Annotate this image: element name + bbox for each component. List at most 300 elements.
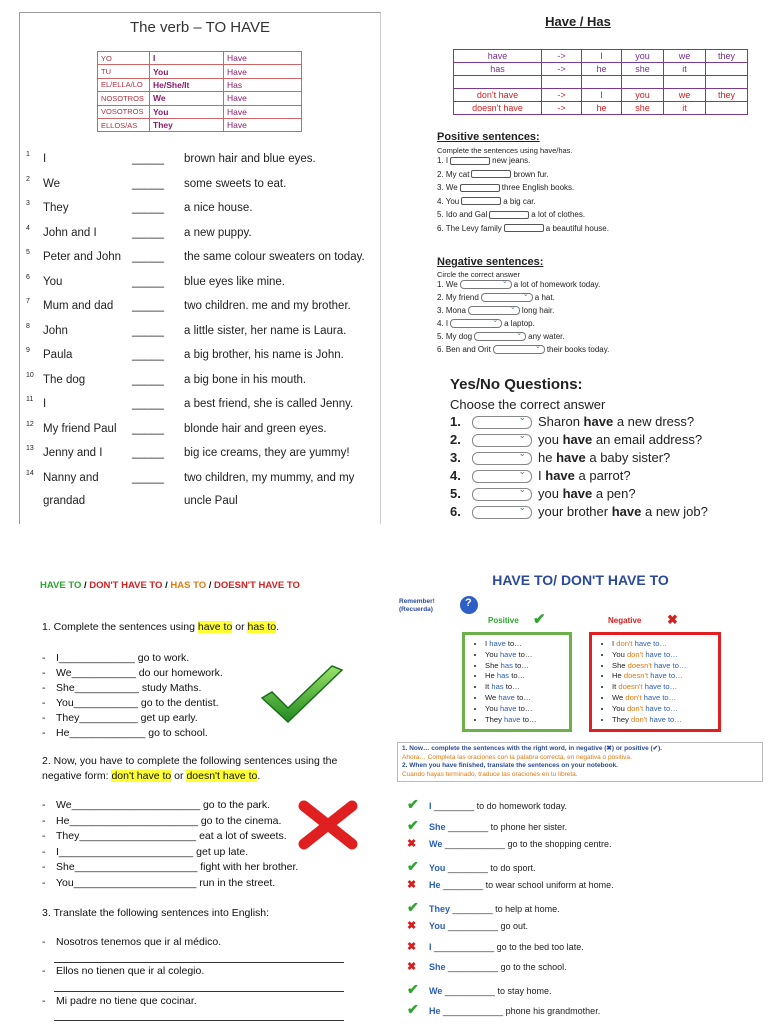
negative-form — [612, 682, 718, 693]
conjugation-table — [97, 51, 302, 132]
exercise-subject: We — [56, 667, 72, 679]
table-cell: we — [664, 89, 706, 102]
title-separator: / — [81, 580, 90, 591]
exercise-subject: Paula — [43, 349, 73, 361]
verb-ending: to… — [511, 671, 526, 681]
exercise-predicate: a best friend, she is called Jenny. — [184, 398, 354, 410]
negative-form — [612, 704, 718, 715]
title-has-to: HAS TO — [170, 580, 207, 591]
answer-blank[interactable]: _____ — [132, 226, 164, 239]
table-cell: he — [582, 102, 622, 115]
verb-ending: to… — [515, 660, 529, 670]
exercise-row — [42, 697, 219, 709]
exercise-subject: My friend Paul — [43, 422, 117, 435]
pronoun: I — [485, 639, 488, 648]
positive-form — [485, 704, 569, 715]
cross-icon — [298, 800, 358, 850]
sentence-end: a laptop. — [504, 319, 535, 328]
exercise-subject: She — [56, 682, 75, 694]
exercise-row — [20, 175, 381, 200]
sentence-start: 5. Ido and Gal — [437, 210, 488, 219]
exercise-predicate: big ice creams, they are yummy! — [184, 447, 350, 459]
check-icon: ✔ — [407, 980, 419, 997]
question-text: or — [232, 621, 248, 633]
pronoun: I — [612, 639, 615, 648]
exercise-continuation-predicate: uncle Paul — [184, 495, 238, 507]
answer-blank[interactable]: __________ — [448, 962, 499, 972]
title-separator: / — [162, 580, 171, 591]
negative-form — [612, 671, 718, 682]
answer-line[interactable] — [54, 991, 344, 992]
answer-dropdown[interactable] — [472, 506, 532, 519]
answer-blank[interactable]: _____ — [132, 251, 164, 263]
answer-input[interactable] — [489, 211, 529, 219]
english-pronoun: I — [150, 52, 224, 65]
verb-ending: have to… — [645, 703, 678, 713]
exercise-row — [20, 398, 381, 420]
question-subject: you — [538, 432, 559, 447]
question-verb: have — [562, 486, 593, 501]
instruction-2: 2. When you have finished, translate the sentences on your notebook. — [402, 762, 618, 769]
exercise-row — [42, 861, 298, 873]
table-row — [98, 92, 302, 105]
exercise-row — [407, 796, 567, 813]
table-row — [454, 63, 748, 76]
title-separator: / — [206, 580, 215, 591]
exercise-predicate: the same colour sweaters on today. — [184, 251, 365, 263]
answer-blank[interactable]: ___________ — [73, 697, 138, 709]
exercise-row — [407, 981, 551, 998]
arrow-icon: -> — [542, 50, 582, 63]
title-doesnt-have-to: DOESN'T HAVE TO — [214, 580, 300, 591]
table-cell: he — [582, 63, 622, 76]
answer-line[interactable] — [54, 962, 344, 963]
exercise-row — [407, 878, 614, 891]
exercise-subject: You — [429, 862, 446, 873]
translation-text: Ellos no tienen que ir al colegio. — [56, 965, 205, 977]
worksheet-title: The verb – TO HAVE — [129, 19, 271, 36]
verb-form: Have — [224, 118, 302, 131]
table-row — [98, 105, 302, 118]
sentence-start: 6. Ben and Orit — [437, 345, 491, 354]
exercise-row — [407, 1001, 600, 1018]
answer-dropdown[interactable] — [472, 452, 532, 465]
check-icon: ✔ — [533, 611, 546, 628]
exercise-predicate: to wear school uniform at home. — [485, 880, 614, 890]
verb-form: Have — [224, 52, 302, 65]
verb-form: Have — [224, 105, 302, 118]
sentence-start: 1. We — [437, 280, 458, 289]
exercise-subject: We — [56, 799, 72, 811]
verb-ending: have to… — [649, 714, 682, 724]
answer-blank[interactable]: _____________________ — [74, 861, 198, 873]
table-cell — [454, 76, 542, 89]
worksheet-title — [40, 580, 300, 591]
english-pronoun: You — [150, 65, 224, 78]
verb: has — [496, 671, 510, 681]
exercise-predicate: go to the shopping centre. — [507, 839, 612, 849]
sentence-start: 4. I — [437, 319, 449, 328]
answer-blank[interactable]: _____ — [132, 471, 164, 484]
table-row — [454, 102, 748, 115]
sentence-end: a lot of clothes. — [531, 210, 586, 219]
exercise-predicate: to do homework today. — [476, 801, 567, 811]
answer-blank[interactable]: _____ — [132, 373, 164, 386]
exercise-row — [42, 877, 275, 889]
negative-form — [612, 639, 718, 650]
positive-form — [485, 715, 569, 726]
verb-ending: have to… — [654, 660, 687, 670]
table-cell: it — [664, 102, 706, 115]
verb: have — [499, 649, 517, 659]
table-cell: you — [622, 50, 664, 63]
answer-blank[interactable]: __________ — [447, 921, 498, 931]
answer-input[interactable] — [461, 197, 501, 205]
answer-dropdown[interactable] — [481, 293, 533, 302]
question-end: a new job? — [644, 504, 708, 519]
exercise-row — [20, 273, 381, 298]
question-verb: have — [611, 504, 642, 519]
table-row — [454, 89, 748, 102]
pronoun: He — [612, 671, 622, 681]
sentence-end: a lot of homework today. — [513, 280, 601, 289]
positive-sentence — [437, 156, 530, 165]
title-have-to: HAVE TO — [40, 580, 82, 591]
negative-form — [612, 650, 718, 661]
highlighted-term: don't have to — [111, 770, 172, 782]
cross-icon: ✖ — [667, 612, 678, 627]
exercise-predicate: to do sport. — [490, 862, 536, 873]
answer-dropdown[interactable] — [468, 306, 520, 315]
sentence-start: 3. We — [437, 183, 458, 192]
exercise-row — [407, 919, 528, 932]
answer-blank[interactable]: ________ — [434, 801, 475, 811]
question-1 — [42, 620, 372, 635]
table-cell — [706, 102, 748, 115]
answer-blank[interactable]: _____ — [132, 153, 164, 165]
table-cell — [542, 76, 582, 89]
exercise-subject: Mum and dad — [43, 300, 114, 312]
exercise-predicate: some sweets to eat. — [184, 177, 287, 190]
answer-dropdown[interactable] — [460, 280, 512, 289]
exercise-subject: I — [429, 941, 432, 952]
verb: have — [489, 639, 506, 648]
recuerda-label: (Recuerda) — [399, 606, 433, 613]
exercise-predicate: to help at home. — [495, 903, 560, 914]
table-row — [454, 50, 748, 63]
exercise-predicate: get up late. — [196, 845, 249, 858]
table-cell — [706, 76, 748, 89]
exercise-subject: Nanny and — [43, 471, 99, 484]
exercise-subject: We — [429, 985, 443, 996]
exercise-row — [20, 349, 381, 371]
exercise-row — [42, 846, 248, 858]
answer-input[interactable] — [450, 157, 490, 165]
cross-icon: ✖ — [407, 920, 417, 932]
exercise-row — [20, 224, 381, 249]
pronoun: We — [485, 692, 497, 702]
bullet-dash: - — [42, 861, 46, 873]
exercise-predicate: two children. me and my brother. — [184, 300, 351, 312]
check-icon: ✔ — [407, 1001, 419, 1017]
answer-dropdown[interactable] — [472, 434, 532, 447]
instructions-box — [397, 742, 763, 782]
highlighted-term: have to — [197, 621, 233, 633]
negative-form — [612, 693, 718, 704]
exercise-row — [20, 202, 381, 224]
answer-blank[interactable]: ________ — [443, 880, 484, 890]
exercise-predicate: go to work. — [137, 652, 190, 664]
exercise-subject: They — [43, 202, 69, 214]
verb: has — [500, 660, 513, 670]
exercise-subject: He — [429, 880, 441, 890]
question-end: a baby sister? — [589, 450, 671, 465]
answer-blank[interactable]: _____ — [132, 324, 164, 337]
answer-dropdown[interactable] — [450, 319, 502, 328]
exercise-subject: John and I — [43, 226, 97, 239]
negative-label: Negative — [608, 616, 642, 625]
pronoun: It — [612, 682, 617, 692]
check-icon: ✔ — [407, 857, 419, 874]
question-number: 2. — [450, 432, 461, 447]
check-icon: ✔ — [407, 898, 419, 915]
exercise-subject: Peter and John — [43, 251, 122, 263]
exercise-row — [42, 727, 208, 739]
pronoun: He — [485, 671, 495, 681]
positive-sentence — [437, 224, 609, 233]
bullet-dash: - — [42, 727, 46, 739]
arrow-icon: -> — [542, 102, 582, 115]
remember-note — [399, 598, 435, 614]
exercise-row — [407, 837, 612, 850]
exercise-subject: They — [56, 712, 80, 724]
verb-ending: to… — [505, 682, 520, 692]
answer-input[interactable] — [504, 224, 544, 232]
answer-blank[interactable]: ___________ — [74, 682, 139, 694]
arrow-icon: -> — [542, 63, 582, 76]
translation-item — [42, 936, 221, 948]
answer-input[interactable] — [471, 170, 511, 178]
spanish-pronoun: YO — [98, 52, 150, 65]
answer-blank[interactable]: __________ — [79, 712, 138, 724]
answer-dropdown[interactable] — [472, 470, 532, 483]
answer-blank[interactable]: _____ — [132, 398, 164, 410]
exercise-row — [407, 899, 560, 916]
verb-ending: have to… — [645, 649, 678, 659]
exercise-predicate: go to school. — [148, 727, 208, 739]
title-dont-have-to: DON'T HAVE TO — [89, 580, 163, 591]
answer-input[interactable] — [460, 184, 500, 192]
table-cell: I — [582, 50, 622, 63]
question-number: 1. — [450, 414, 461, 429]
exercise-subject: He — [429, 1006, 441, 1016]
exercise-predicate: brown hair and blue eyes. — [184, 153, 316, 165]
answer-dropdown[interactable] — [493, 345, 545, 354]
exercise-number: 14 — [26, 469, 34, 477]
exercise-predicate: go out. — [500, 921, 528, 931]
answer-blank[interactable]: ________ — [447, 862, 488, 873]
pronoun: We — [612, 692, 624, 702]
exercise-row — [42, 799, 270, 811]
answer-blank[interactable]: ___________ — [71, 667, 136, 679]
table-cell: you — [622, 89, 664, 102]
answer-blank[interactable]: ____________ — [443, 1006, 504, 1016]
exercise-subject: Jenny and I — [43, 447, 103, 459]
exercise-subject: They — [429, 903, 451, 914]
verb-ending: have to… — [634, 639, 668, 648]
answer-blank[interactable]: _____ — [132, 349, 164, 361]
answer-dropdown[interactable] — [472, 416, 532, 429]
answer-blank[interactable]: _____ — [132, 422, 164, 435]
exercise-subject: The dog — [43, 373, 86, 386]
verb-ending: have to… — [650, 671, 683, 681]
yes-no-question — [450, 468, 631, 483]
pronoun: They — [485, 714, 502, 724]
answer-blank[interactable]: _____________ — [58, 652, 135, 664]
english-pronoun: We — [150, 92, 224, 105]
sentence-end: a big car. — [503, 196, 536, 206]
answer-blank[interactable]: __________ — [444, 985, 495, 996]
checkmark-icon — [258, 664, 346, 728]
exercise-number: 11 — [26, 396, 34, 403]
question-verb: have — [556, 450, 586, 465]
worksheet-title: Have / Has — [545, 14, 611, 29]
negative-section-title: Negative sentences: — [437, 256, 544, 268]
exercise-row — [407, 960, 567, 973]
exercise-number: 3 — [26, 200, 30, 207]
table-row — [98, 52, 302, 65]
bullet-dash: - — [42, 936, 46, 948]
table-cell: it — [664, 63, 706, 76]
answer-blank[interactable]: ____________ — [434, 941, 495, 952]
answer-blank[interactable]: ______________________ — [69, 814, 198, 827]
bullet-dash: - — [42, 652, 46, 664]
answer-line[interactable] — [54, 1020, 344, 1021]
bullet-dash: - — [42, 965, 46, 977]
answer-blank[interactable]: _____ — [132, 202, 164, 214]
bullet-dash: - — [42, 995, 46, 1007]
answer-blank[interactable]: _____ — [132, 447, 164, 459]
negative-sentence — [437, 332, 565, 341]
exercise-subject: I — [56, 652, 59, 664]
answer-blank[interactable]: ________ — [448, 821, 489, 832]
worksheet-have-has — [388, 0, 768, 524]
worksheet-have-to-dont-have-to — [393, 560, 768, 1024]
answer-blank[interactable]: _____ — [132, 275, 164, 288]
instruction-1-spanish: Ahora… Completa las oraciones con la palabra correcta, en negativa o positiva. — [402, 753, 632, 761]
exercise-number: 9 — [26, 347, 30, 354]
table-cell — [622, 76, 664, 89]
verb: have — [504, 714, 521, 724]
answer-blank[interactable]: _____ — [132, 177, 164, 190]
positive-instructions: Complete the sentences using have/has. — [437, 146, 573, 155]
answer-blank[interactable]: ____________ — [444, 839, 505, 849]
exercise-predicate: get up early. — [140, 712, 198, 724]
table-row — [98, 78, 302, 91]
positive-sentence — [437, 197, 536, 206]
verb-ending: to… — [522, 714, 537, 724]
verb-ending: to… — [507, 639, 522, 648]
answer-blank[interactable]: _____________________ — [73, 876, 197, 889]
exercise-predicate: phone his grandmother. — [505, 1006, 601, 1016]
pronoun: She — [485, 660, 499, 670]
exercise-predicate: a big bone in his mouth. — [184, 373, 307, 386]
exercise-subject: You — [43, 275, 63, 288]
answer-dropdown[interactable] — [472, 488, 532, 501]
yes-no-question — [450, 504, 708, 519]
answer-blank[interactable]: ______________________ — [71, 799, 201, 811]
question-end: a new dress? — [616, 414, 695, 429]
exercise-number: 13 — [26, 445, 34, 452]
answer-blank[interactable]: ________ — [452, 903, 493, 914]
negative-instructions: Circle the correct answer — [437, 270, 520, 279]
cross-icon: ✖ — [407, 961, 417, 973]
question-text: 2. Now, you have to complete the following sentences using the negative form: — [42, 755, 338, 782]
exercise-subject: He — [56, 814, 70, 827]
sentence-start: 1. I — [437, 156, 449, 165]
english-pronoun: He/She/It — [150, 78, 224, 91]
answer-blank[interactable]: _____________ — [69, 727, 146, 739]
answer-blank[interactable]: _____ — [132, 300, 164, 312]
sentence-end: brown fur. — [513, 169, 549, 179]
yes-no-question — [450, 450, 670, 465]
pronoun: You — [485, 703, 498, 713]
exercise-predicate: to stay home. — [497, 985, 552, 996]
verb: have — [499, 703, 517, 713]
exercise-subject: She — [429, 821, 446, 832]
verb-negation: doesn't — [618, 682, 643, 692]
exercise-subject: I — [43, 153, 47, 165]
answer-dropdown[interactable] — [474, 332, 526, 341]
translation-item — [42, 965, 204, 977]
exercise-row — [20, 420, 381, 445]
exercise-predicate: blonde hair and green eyes. — [184, 422, 327, 435]
positive-sentence — [437, 183, 574, 192]
bullet-dash: - — [42, 697, 46, 709]
pronoun: You — [612, 649, 625, 659]
question-number: 3. — [450, 450, 461, 465]
exercise-subject: She — [56, 861, 75, 873]
translation-item — [42, 995, 197, 1007]
answer-blank[interactable]: ____________________ — [79, 830, 197, 842]
negative-box — [589, 632, 721, 732]
check-icon: ✔ — [407, 816, 419, 833]
exercise-number: 12 — [26, 420, 34, 428]
exercise-row — [42, 682, 201, 694]
verb-ending: to… — [518, 649, 533, 659]
sentence-end: their books today. — [546, 345, 610, 354]
answer-blank[interactable]: _______________________ — [58, 845, 194, 858]
question-verb: have — [562, 432, 593, 447]
exercise-row — [407, 858, 535, 875]
negative-list — [606, 639, 718, 725]
question-2 — [42, 754, 372, 784]
table-cell: doesn't have — [454, 102, 542, 115]
translation-text: Nosotros tenemos que ir al médico. — [56, 936, 222, 948]
table-row — [98, 118, 302, 131]
bullet-dash: - — [42, 712, 46, 724]
exercise-number: 6 — [26, 273, 30, 281]
table-cell: has — [454, 63, 542, 76]
verb-form: Has — [224, 78, 302, 91]
positive-box — [462, 632, 572, 732]
verb-ending: have to… — [644, 682, 678, 692]
exercise-subject: John — [43, 324, 68, 337]
question-number: 6. — [450, 504, 461, 519]
bullet-dash: - — [42, 876, 46, 889]
exercise-predicate: run in the street. — [199, 876, 276, 889]
cross-icon: ✖ — [407, 838, 417, 850]
